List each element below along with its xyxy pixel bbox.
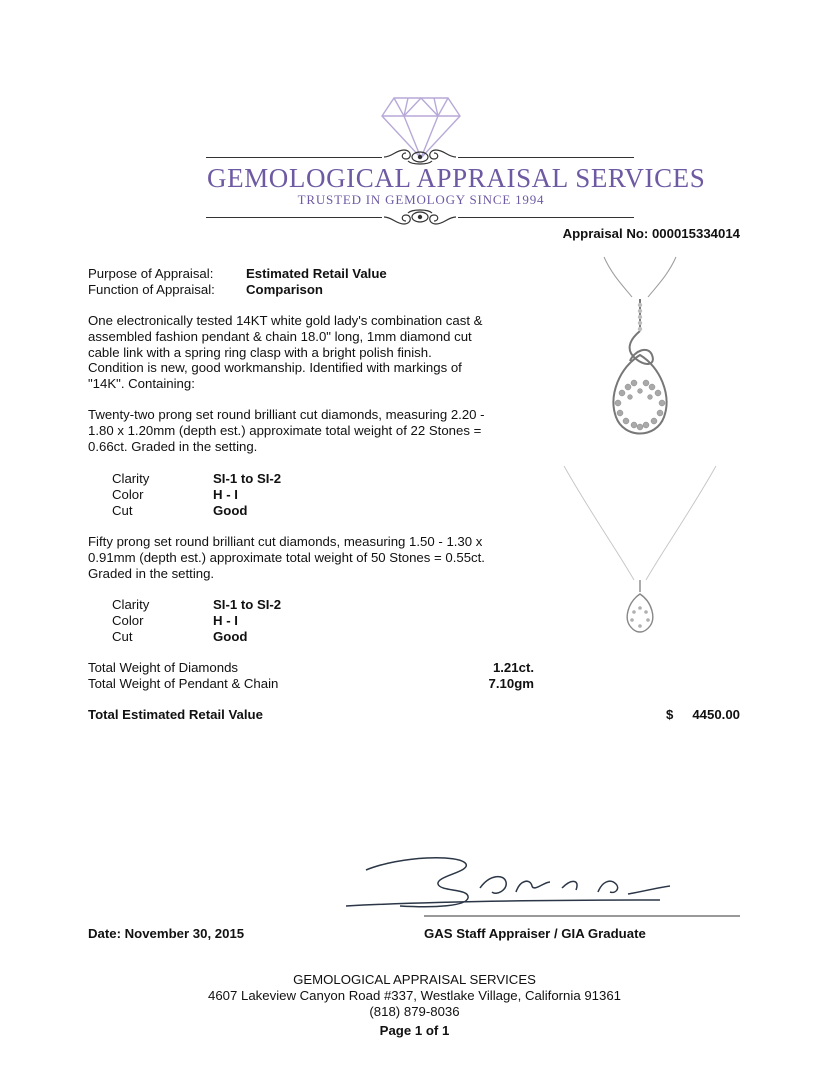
grade-label-cut: Cut bbox=[112, 629, 133, 644]
pendant-closeup-photo bbox=[590, 255, 690, 455]
stone-group-1-description: Twenty-two prong set round brilliant cut diamonds, measuring 2.20 - 1.80 x 1.20mm (depth est.) approximate total weight of 22 Stones = 0.66ct. Graded in the setting. bbox=[88, 407, 485, 454]
function-label: Function of Appraisal: bbox=[88, 282, 215, 297]
header-top-rule-right bbox=[458, 157, 634, 158]
function-value: Comparison bbox=[246, 282, 323, 297]
pendant-full-photo bbox=[560, 462, 720, 642]
retail-value-currency: $ bbox=[666, 707, 674, 722]
grade-value-cut: Good bbox=[213, 629, 248, 644]
header-bottom-rule bbox=[206, 217, 382, 218]
purpose-label: Purpose of Appraisal: bbox=[88, 266, 214, 281]
company-tagline: TRUSTED IN GEMOLOGY SINCE 1994 bbox=[297, 192, 545, 207]
total-diamond-weight-value: 1.21ct. bbox=[492, 660, 534, 675]
total-item-weight-label: Total Weight of Pendant & Chain bbox=[88, 676, 279, 691]
grade-value-color: H - I bbox=[213, 487, 238, 502]
grade-value-cut: Good bbox=[213, 503, 248, 518]
grade-label-color: Color bbox=[112, 613, 144, 628]
stone-group-2-description: Fifty prong set round brilliant cut diamonds, measuring 1.50 - 1.30 x 0.91mm (depth est.) approximate total weight of 50 Stones = 0.55ct. Graded in the setting. bbox=[88, 534, 485, 581]
header-bottom-rule-right bbox=[458, 217, 634, 218]
item-description: One electronically tested 14KT white gold lady's combination cast & assembled fashion pendant & chain 18.0" long, 1mm diamond cut cable link with a spring ring clasp with a bright polish finish. Condition is new, good workmanship. Identified with markings of "14K". Containing: bbox=[88, 313, 483, 392]
total-item-weight-value: 7.10gm bbox=[488, 676, 534, 691]
footer-phone: (818) 879-8036 bbox=[369, 1004, 460, 1019]
retail-value-label: Total Estimated Retail Value bbox=[88, 707, 263, 722]
purpose-value: Estimated Retail Value bbox=[246, 266, 387, 281]
grade-label-color: Color bbox=[112, 487, 144, 502]
appraisal-date: Date: November 30, 2015 bbox=[88, 926, 245, 941]
appraiser-signature bbox=[340, 848, 740, 920]
flourish-ornament-bottom bbox=[382, 207, 458, 227]
total-diamond-weight-label: Total Weight of Diamonds bbox=[88, 660, 239, 675]
appraisal-number: Appraisal No: 000015334014 bbox=[562, 226, 740, 241]
grade-value-clarity: SI-1 to SI-2 bbox=[213, 597, 282, 612]
grade-label-cut: Cut bbox=[112, 503, 133, 518]
grade-label-clarity: Clarity bbox=[112, 471, 150, 486]
page-number: Page 1 of 1 bbox=[379, 1023, 450, 1038]
header-top-rule bbox=[206, 157, 382, 158]
footer-company: GEMOLOGICAL APPRAISAL SERVICES bbox=[293, 972, 536, 987]
company-name: GEMOLOGICAL APPRAISAL SERVICES bbox=[207, 163, 706, 193]
retail-value-amount: 4450.00 bbox=[692, 707, 740, 722]
grade-label-clarity: Clarity bbox=[112, 597, 150, 612]
footer-address: 4607 Lakeview Canyon Road #337, Westlake Village, California 91361 bbox=[208, 988, 621, 1003]
grade-value-clarity: SI-1 to SI-2 bbox=[213, 471, 282, 486]
appraiser-title: GAS Staff Appraiser / GIA Graduate bbox=[424, 926, 646, 941]
grade-value-color: H - I bbox=[213, 613, 238, 628]
